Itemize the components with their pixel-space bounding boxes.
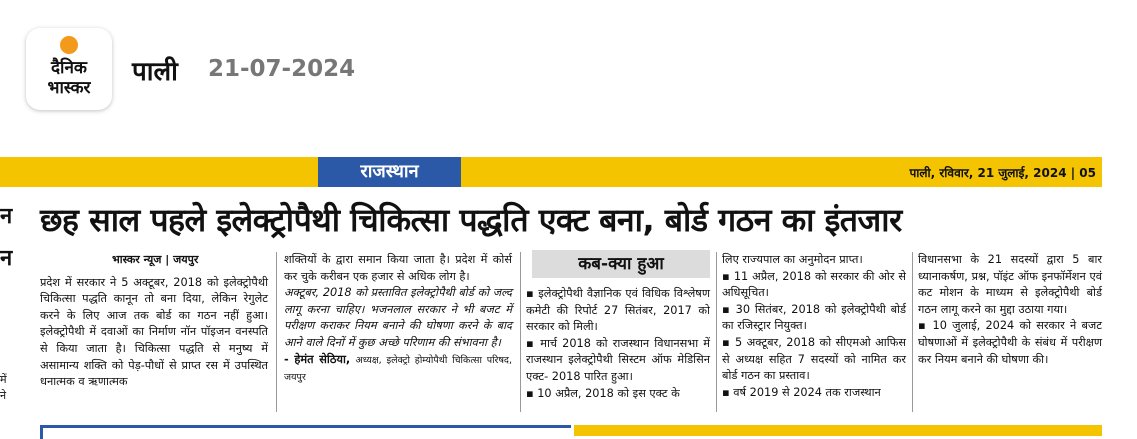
sun-icon: [60, 36, 78, 54]
section-band: [0, 157, 1102, 187]
timeline-item: ▪ इलेक्ट्रोपैथी वैज्ञानिक एवं विधिक विश्लेषण कमेटी की रिपोर्ट 27 सितंबर, 2017 को सरकार को मिली।: [526, 287, 711, 334]
timeline-lead: लिए राज्यपाल का अनुमोदन प्राप्त।: [722, 253, 863, 266]
article-headline: छह साल पहले इलेक्ट्रोपैथी चिकित्सा पद्धति एक्ट बना, बोर्ड गठन का इंतजार: [40, 201, 902, 239]
timeline-lead: विधानसभा के 21 सदस्यों द्वारा 5 बार ध्यानाकर्षण, प्रश्न, पॉइंट ऑफ इनफॉर्मेशन एवं कट मोशन के माध्यम से इलेक्ट्रोपैथी बोर्ड गठन लागू करने का मुद्दा उठाया गया।: [918, 253, 1102, 316]
column-divider: [520, 252, 521, 412]
timeline-item-text: 10 अप्रैल, 2018 को इस एक्ट के: [537, 386, 680, 400]
article-column-2: [284, 252, 512, 387]
timeline-item-text: 10 जुलाई, 2024 को सरकार ने बजट घोषणाओं में इलेक्ट्रोपैथी के संबंध में परीक्षण कर नियम बनाने की घोषणा की।: [918, 319, 1103, 366]
timeline-item: ▪ 10 जुलाई, 2024 को सरकार ने बजट घोषणाओं में इलेक्ट्रोपैथी के संबंध में परीक्षण कर नियम बनाने की घोषणा की।: [918, 319, 1103, 366]
byline: भास्कर न्यूज | जयपुर: [112, 253, 199, 266]
timeline-item: ▪ वर्ष 2019 से 2024 तक राजस्थान: [722, 385, 881, 399]
timeline-item-text: मार्च 2018 को राजस्थान विधानसभा में राजस्थान इलेक्ट्रोपैथी सिस्टम ऑफ मेडिसिन एक्ट- 2018 पारित हुआ।: [526, 336, 710, 383]
left-column-fragment-text: में ने: [0, 373, 7, 402]
timeline-column-2: [722, 252, 906, 401]
timeline-item-text: 5 अक्टूबर, 2018 को सीएमओ आफिस से अध्यक्ष सहित 7 सदस्यों को नामित कर बोर्ड गठन का प्रस्ताव।: [722, 335, 907, 383]
timeline-heading: कब-क्या हुआ: [532, 250, 710, 278]
column-1-text: प्रदेश में सरकार ने 5 अक्टूबर, 2018 को इलेक्ट्रोपैथी चिकित्सा पद्धति कानून तो बना दिया, लेकिन रेगुलेट करने के लिए आज तक बोर्ड का गठन नहीं हुआ। इलेक्ट्रोपैथी में दवाओं का निर्माण नॉन पॉइजन वनस्पति से किया जाता है। चिकित्सा पद्धति से मनुष्य में असामान्य शक्ति को पेड़-पौधों से प्राप्त रस में उपस्थित धनात्मक व ऋणात्मक: [40, 275, 268, 389]
column-2-text: शक्तियों के द्वारा समान किया जाता है। प्रदेश में कोर्स कर चुके करीबन एक हजार से अधिक लोग है।: [284, 253, 512, 283]
quote-block: [284, 285, 512, 351]
left-column-fragment: न न: [0, 204, 13, 271]
timeline-item-text: 30 सितंबर, 2018 को इलेक्ट्रोपैथी बोर्ड का रजिस्ट्रार नियुक्त।: [722, 302, 907, 333]
timeline-item: ▪ 11 अप्रैल, 2018 को सरकार की ओर से अधिसूचित।: [722, 269, 906, 300]
dainik-bhaskar-logo[interactable]: [26, 28, 112, 110]
section-label: राजस्थान: [318, 157, 461, 187]
timeline-item: ▪ 5 अक्टूबर, 2018 को सीएमओ आफिस से अध्यक्ष सहित 7 सदस्यों को नामित कर बोर्ड गठन का प्रस्ताव।: [722, 335, 907, 383]
edition-date: 21-07-2024: [208, 56, 356, 82]
edition-city: पाली: [132, 57, 178, 87]
timeline-item: ▪ 10 अप्रैल, 2018 को इस एक्ट के: [526, 386, 680, 400]
column-divider: [912, 252, 913, 412]
article-column-1: [40, 252, 268, 391]
quote-signer-role: अध्यक्ष, इलेक्ट्रो होम्योपैथी चिकित्सा परिषद, जयपुर: [284, 354, 512, 384]
next-article-border: [40, 425, 571, 439]
timeline-item-text: 11 अप्रैल, 2018 को सरकार की ओर से अधिसूचित।: [722, 269, 906, 300]
app-header: [0, 0, 1137, 120]
column-divider: [716, 252, 717, 412]
timeline-item-text: वर्ष 2019 से 2024 तक राजस्थान: [733, 385, 881, 399]
timeline-item: ▪ 30 सितंबर, 2018 को इलेक्ट्रोपैथी बोर्ड का रजिस्ट्रार नियुक्त।: [722, 302, 907, 333]
quote-text: अक्टूबर, 2018 को प्रस्तावित इलेक्ट्रोपैथी बोर्ड को जल्द लागू करना चाहिए। भजनलाल सरकार ने भी बजट में परीक्षण कराकर नियम बनाने की घोषणा करने के बाद आने वाले दिनों में कुछ अच्छे परिणाम की संभावना है।: [284, 286, 512, 349]
logo-line-2: भास्कर: [47, 78, 91, 98]
timeline-column-3: [918, 252, 1102, 368]
timeline-column-1: [526, 286, 710, 402]
logo-line-1: दैनिक: [51, 58, 87, 78]
page-dateline: पाली, रविवार, 21 जुलाई, 2024 | 05: [909, 166, 1096, 180]
quote-signer: - हेमंत सेठिया,: [284, 352, 351, 366]
next-article-band: [574, 425, 1102, 436]
timeline-item-text: इलेक्ट्रोपैथी वैज्ञानिक एवं विधिक विश्लेषण कमेटी की रिपोर्ट 27 सितंबर, 2017 को सरकार को मिली।: [526, 287, 711, 334]
column-divider: [276, 252, 277, 412]
timeline-item: ▪ मार्च 2018 को राजस्थान विधानसभा में राजस्थान इलेक्ट्रोपैथी सिस्टम ऑफ मेडिसिन एक्ट- 2018 पारित हुआ।: [526, 336, 710, 383]
